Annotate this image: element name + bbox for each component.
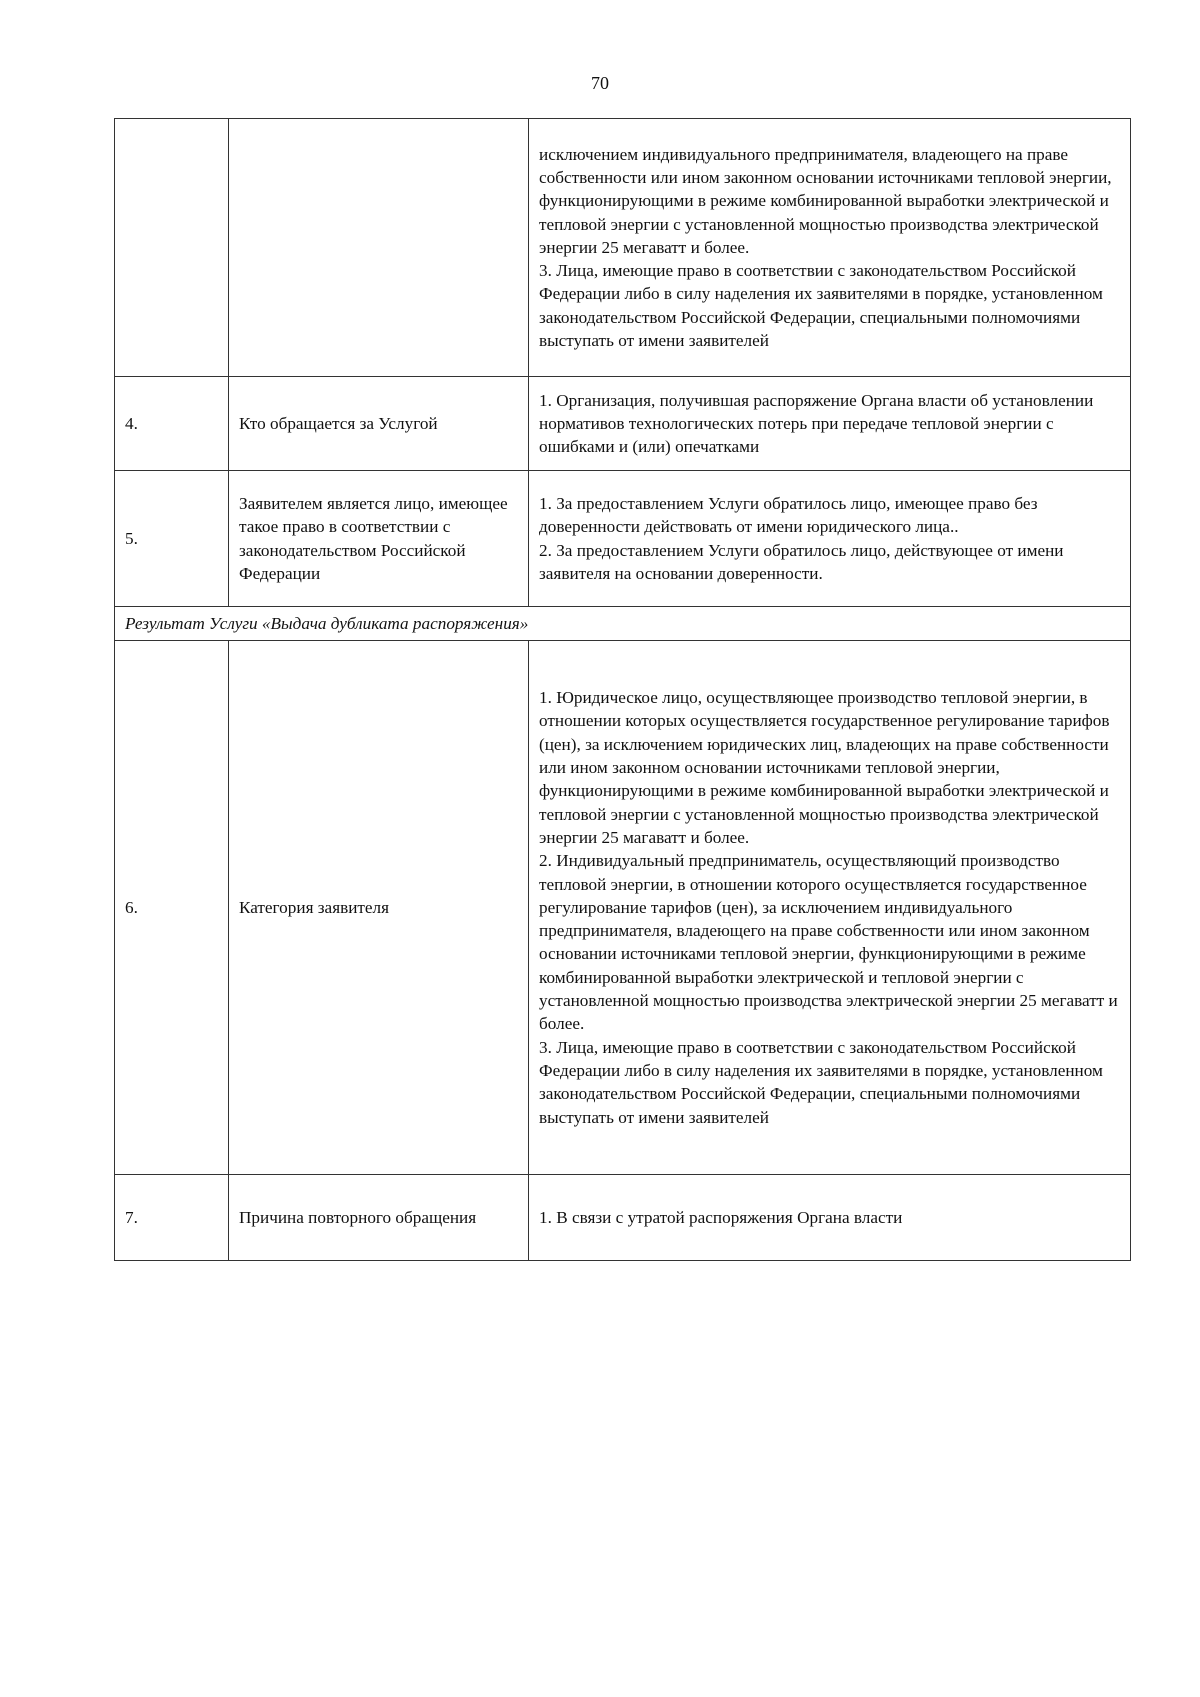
value-paragraph: 3. Лица, имеющие право в соответствии с законодательством Российской Федерации либо в силу наделения их заявителями в порядке, установленном законодательством Российской Федерации, специальными полномочиями выступать от имени заявителей — [539, 261, 1103, 351]
section-heading: Результат Услуги «Выдача дубликата распоряжения» — [115, 607, 1131, 641]
row-name-cell: Кто обращается за Услугой — [229, 377, 529, 471]
value-paragraph: 3. Лица, имеющие право в соответствии с законодательством Российской Федерации либо в силу наделения их заявителями в порядке, установленном законодательством Российской Федерации, специальными полномочиями выступать от имени заявителей — [539, 1037, 1103, 1127]
value-paragraph: 1. Организация, получившая распоряжение Органа власти об установлении нормативов технологических потерь при передаче тепловой энергии с ошибками и (или) опечатками — [539, 390, 1094, 457]
row-number-cell — [115, 119, 229, 377]
value-paragraph: 1. За предоставлением Услуги обратилось лицо, имеющее право без доверенности действовать от имени юридического лица.. — [539, 493, 1038, 537]
row-value-cell — [529, 119, 1131, 377]
table-row — [115, 471, 1131, 607]
value-paragraph: 1. Юридическое лицо, осуществляющее производство тепловой энергии, в отношении которых осуществляется государственное регулирование тарифов (цен), за исключением юридических лиц, владеющих на праве собственности или ином законном основании источниками тепловой энергии, функционирующими в режиме комбинированной выработки электрической и тепловой энергии с установленной мощностью производства электрической энергии 25 магаватт и более. — [539, 688, 1110, 847]
section-row — [115, 607, 1131, 641]
page-number: 70 — [591, 73, 609, 93]
row-number-cell: 7. — [115, 1175, 229, 1261]
row-number-cell: 5. — [115, 471, 229, 607]
value-paragraph: 2. За предоставлением Услуги обратилось лицо, действующее от имени заявителя на основании доверенности. — [539, 540, 1064, 583]
row-number-cell: 4. — [115, 377, 229, 471]
row-value-cell — [529, 1175, 1131, 1261]
table-row — [115, 641, 1131, 1175]
requirements-table — [114, 118, 1131, 1261]
value-paragraph: 2. Индивидуальный предприниматель, осуществляющий производство тепловой энергии, в отношении которого осуществляется государственное регулирование тарифов (цен), за исключением индивидуального предпринимателя, владеющего на праве собственности или ином законном основании источниками тепловой энергии, функционирующими в режиме комбинированной выработки электрической и тепловой энергии с установленной мощностью производства электрической энергии 25 мегаватт и более. — [539, 851, 1118, 1034]
row-value-cell — [529, 641, 1131, 1175]
row-name-cell — [229, 119, 529, 377]
row-name-cell: Категория заявителя — [229, 641, 529, 1175]
row-name-cell: Причина повторного обращения — [229, 1175, 529, 1261]
table-row — [115, 377, 1131, 471]
row-value-cell — [529, 377, 1131, 471]
table-row — [115, 1175, 1131, 1261]
row-number-cell: 6. — [115, 641, 229, 1175]
row-value-cell — [529, 471, 1131, 607]
row-name-cell: Заявителем является лицо, имеющее такое право в соответствии с законодательством Российской Федерации — [229, 471, 529, 607]
table-row — [115, 119, 1131, 377]
value-paragraph: 1. В связи с утратой распоряжения Органа власти — [539, 1207, 903, 1227]
value-paragraph: исключением индивидуального предпринимателя, владеющего на праве собственности или ином законном основании источниками тепловой энергии, функционирующими в режиме комбинированной выработки электрической и тепловой энергии с установленной мощностью производства электрической энергии 25 мегаватт и более. — [539, 144, 1112, 257]
